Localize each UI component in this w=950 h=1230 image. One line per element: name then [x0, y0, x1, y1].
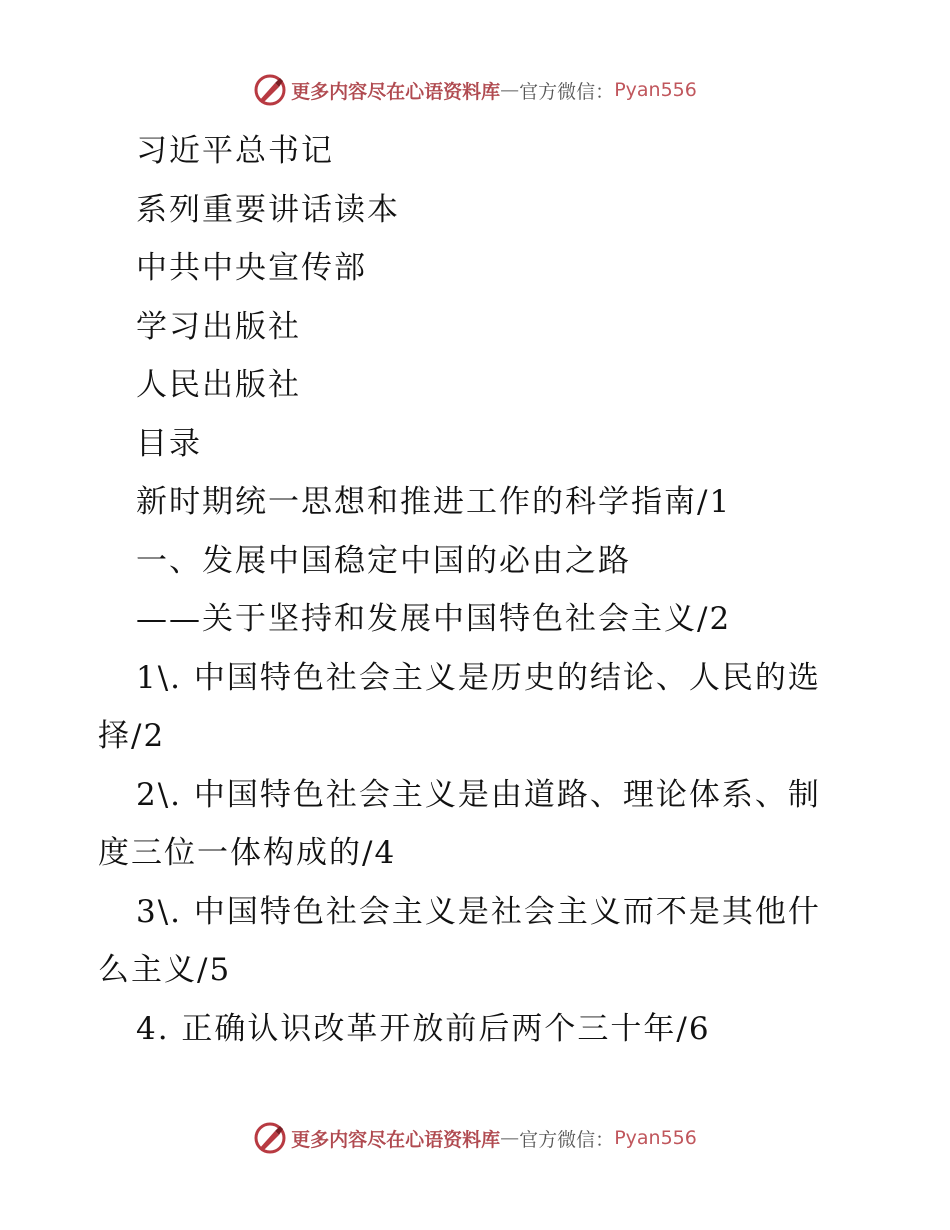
- banner-wechat-id: Pyan556: [614, 1127, 697, 1149]
- banner-dash: —: [500, 79, 520, 101]
- banner-wechat-label: 官方微信：: [519, 80, 615, 103]
- document-body: [98, 122, 858, 1058]
- toc-entry: 4. 正确认识改革开放前后两个三十年/6: [136, 1010, 711, 1047]
- toc-entry: 新时期统一思想和推进工作的科学指南/1: [136, 484, 732, 520]
- doc-line: 习近平总书记: [136, 133, 334, 169]
- banner-wechat-label: 官方微信：: [519, 1128, 615, 1151]
- toc-entry-continuation: 么主义/5: [98, 952, 232, 988]
- watermark-banner-top: [0, 70, 950, 110]
- doc-line: 人民出版社: [136, 367, 301, 403]
- toc-entry-continuation: 择/2: [98, 718, 166, 754]
- toc-entry: 2\. 中国特色社会主义是由道路、理论体系、制: [136, 776, 821, 813]
- banner-main-text: 更多内容尽在心语资料库: [291, 1128, 501, 1151]
- pen-logo-icon: [253, 1121, 287, 1155]
- banner-main-text: 更多内容尽在心语资料库: [291, 80, 501, 103]
- banner-wechat-id: Pyan556: [614, 79, 697, 101]
- pen-logo-icon: [253, 73, 287, 107]
- toc-entry: 3\. 中国特色社会主义是社会主义而不是其他什: [136, 893, 821, 930]
- banner-dash: —: [500, 1127, 520, 1149]
- toc-entry: 一、发展中国稳定中国的必由之路: [136, 542, 631, 579]
- toc-entry: ——关于坚持和发展中国特色社会主义/2: [136, 601, 732, 637]
- toc-entry: 1\. 中国特色社会主义是历史的结论、人民的选: [136, 659, 821, 696]
- toc-entry-continuation: 度三位一体构成的/4: [98, 835, 397, 871]
- watermark-banner-bottom: [0, 1118, 950, 1158]
- doc-line: 学习出版社: [136, 308, 301, 345]
- doc-line: 中共中央宣传部: [136, 250, 367, 286]
- toc-heading: 目录: [136, 425, 202, 462]
- doc-line: 系列重要讲话读本: [136, 191, 400, 228]
